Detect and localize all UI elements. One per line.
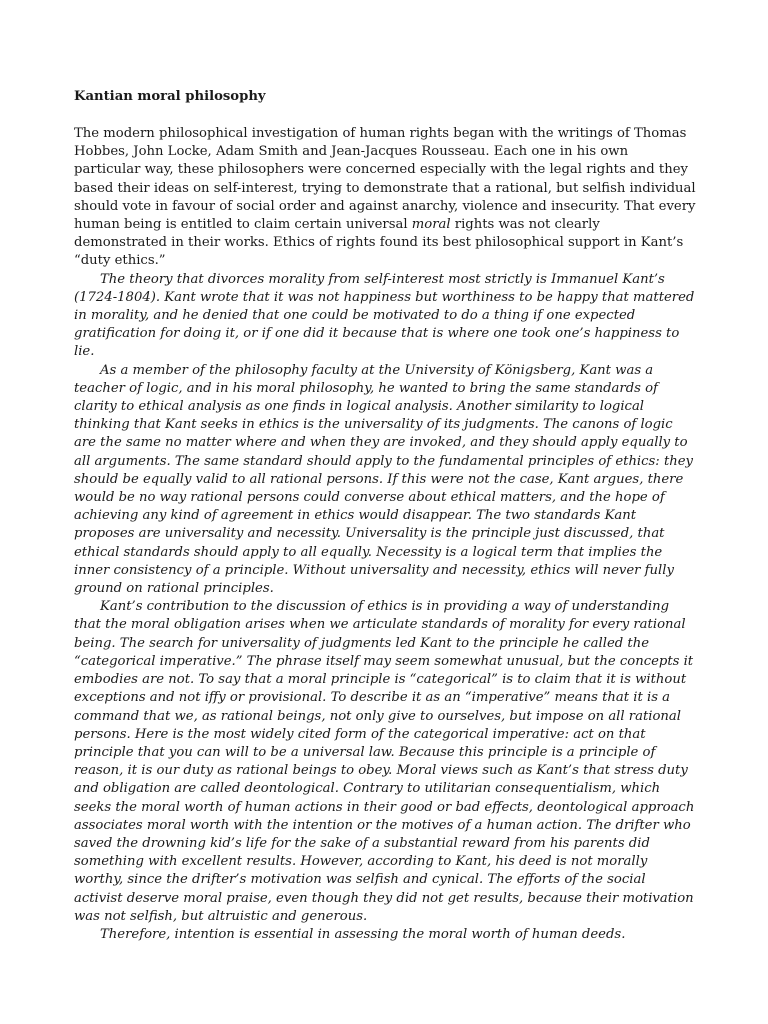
paragraph-conclusion: Therefore, intention is essential in assessing the moral worth of human deeds. xyxy=(100,926,626,942)
paragraph-intro xyxy=(74,125,696,271)
paragraph-konigsberg: As a member of the philosophy faculty at the University of Königsberg, Kant was a teacher of logic, and in his moral philosophy, he wanted to bring the same standards of clarity to ethical analysis as one finds in logical analysis. Another similarity to logical thinking that Kant seeks in ethics is the universality of its judgments. The canons of logic are the same no matter where and when they are invoked, and they should apply equally to all arguments. The same standard should apply to the fundamental principles of ethics: they should be equally valid to all rational persons. If this were not the case, Kant argues, there would be no way rational persons could converse about ethical matters, and the hope of achieving any kind of agreement in ethics would disappear. The two standards Kant proposes are universality and necessity. Universality is the principle just discussed, that ethical standards should apply to all equally. Necessity is a logical term that implies the inner consistency of a principle. Without universality and necessity, ethics will never fully ground on rational principles. xyxy=(74,362,693,597)
paragraph-intro-text-2: rights was not clearly demonstrated in their works. Ethics of rights found its best philosophical support in Kant’s “duty ethics.” xyxy=(74,217,684,269)
paragraph-intro-text-1: The modern philosophical investigation of human rights began with the writings of Thomas Hobbes, John Locke, Adam Smith and Jean-Jacques Rousseau. Each one in his own particular way, these philosophers were concerned especially with the legal rights and they based their ideas on self-interest, trying to demonstrate that a rational, but selfish individual should vote in favour of social order and against anarchy, violence and insecurity. That every human being is entitled to claim certain universal xyxy=(74,126,696,233)
paragraph-intro-italic-moral: moral xyxy=(411,217,451,233)
document-page xyxy=(74,88,696,944)
paragraph-categorical-imperative: Kant’s contribution to the discussion of ethics is in providing a way of understanding that the moral obligation arises when we articulate standards of morality for every rational being. The search for universality of judgments led Kant to the principle he called the “categorical imperative.” The phrase itself may seem somewhat unusual, but the concepts it embodies are not. To say that a moral principle is “categorical” is to claim that it is without exceptions and not iffy or provisional. To describe it as an “imperative” means that it is a command that we, as rational beings, not only give to ourselves, but impose on all rational persons. Here is the most widely cited form of the categorical imperative: act on that principle that you can will to be a universal law. Because this principle is a principle of reason, it is our duty as rational beings to obey. Moral views such as Kant’s that stress duty and obligation are called deontological. Contrary to utilitarian consequentialism, which seeks the moral worth of human actions in their good or bad effects, deontological approach associates moral worth with the intention or the motives of a human action. The drifter who saved the drowning kid’s life for the sake of a substantial reward from his parents did something with excellent results. However, according to Kant, his deed is not morally worthy, since the drifter’s motivation was selfish and cynical. The efforts of the social activist deserve moral praise, even though they did not get results, because their motivation was not selfish, but altruistic and generous. xyxy=(74,599,695,924)
paragraph-kant-theory: The theory that divorces morality from self-interest most strictly is Immanuel Kant’s (1724-1804). Kant wrote that it was not happiness but worthiness to be happy that mattered in morality, and he denied that one could be motivated to do a thing if one expected gratification for doing it, or if one did it because that is where one took one’s happiness to lie. xyxy=(74,271,695,360)
document-heading: Kantian moral philosophy xyxy=(74,89,266,104)
